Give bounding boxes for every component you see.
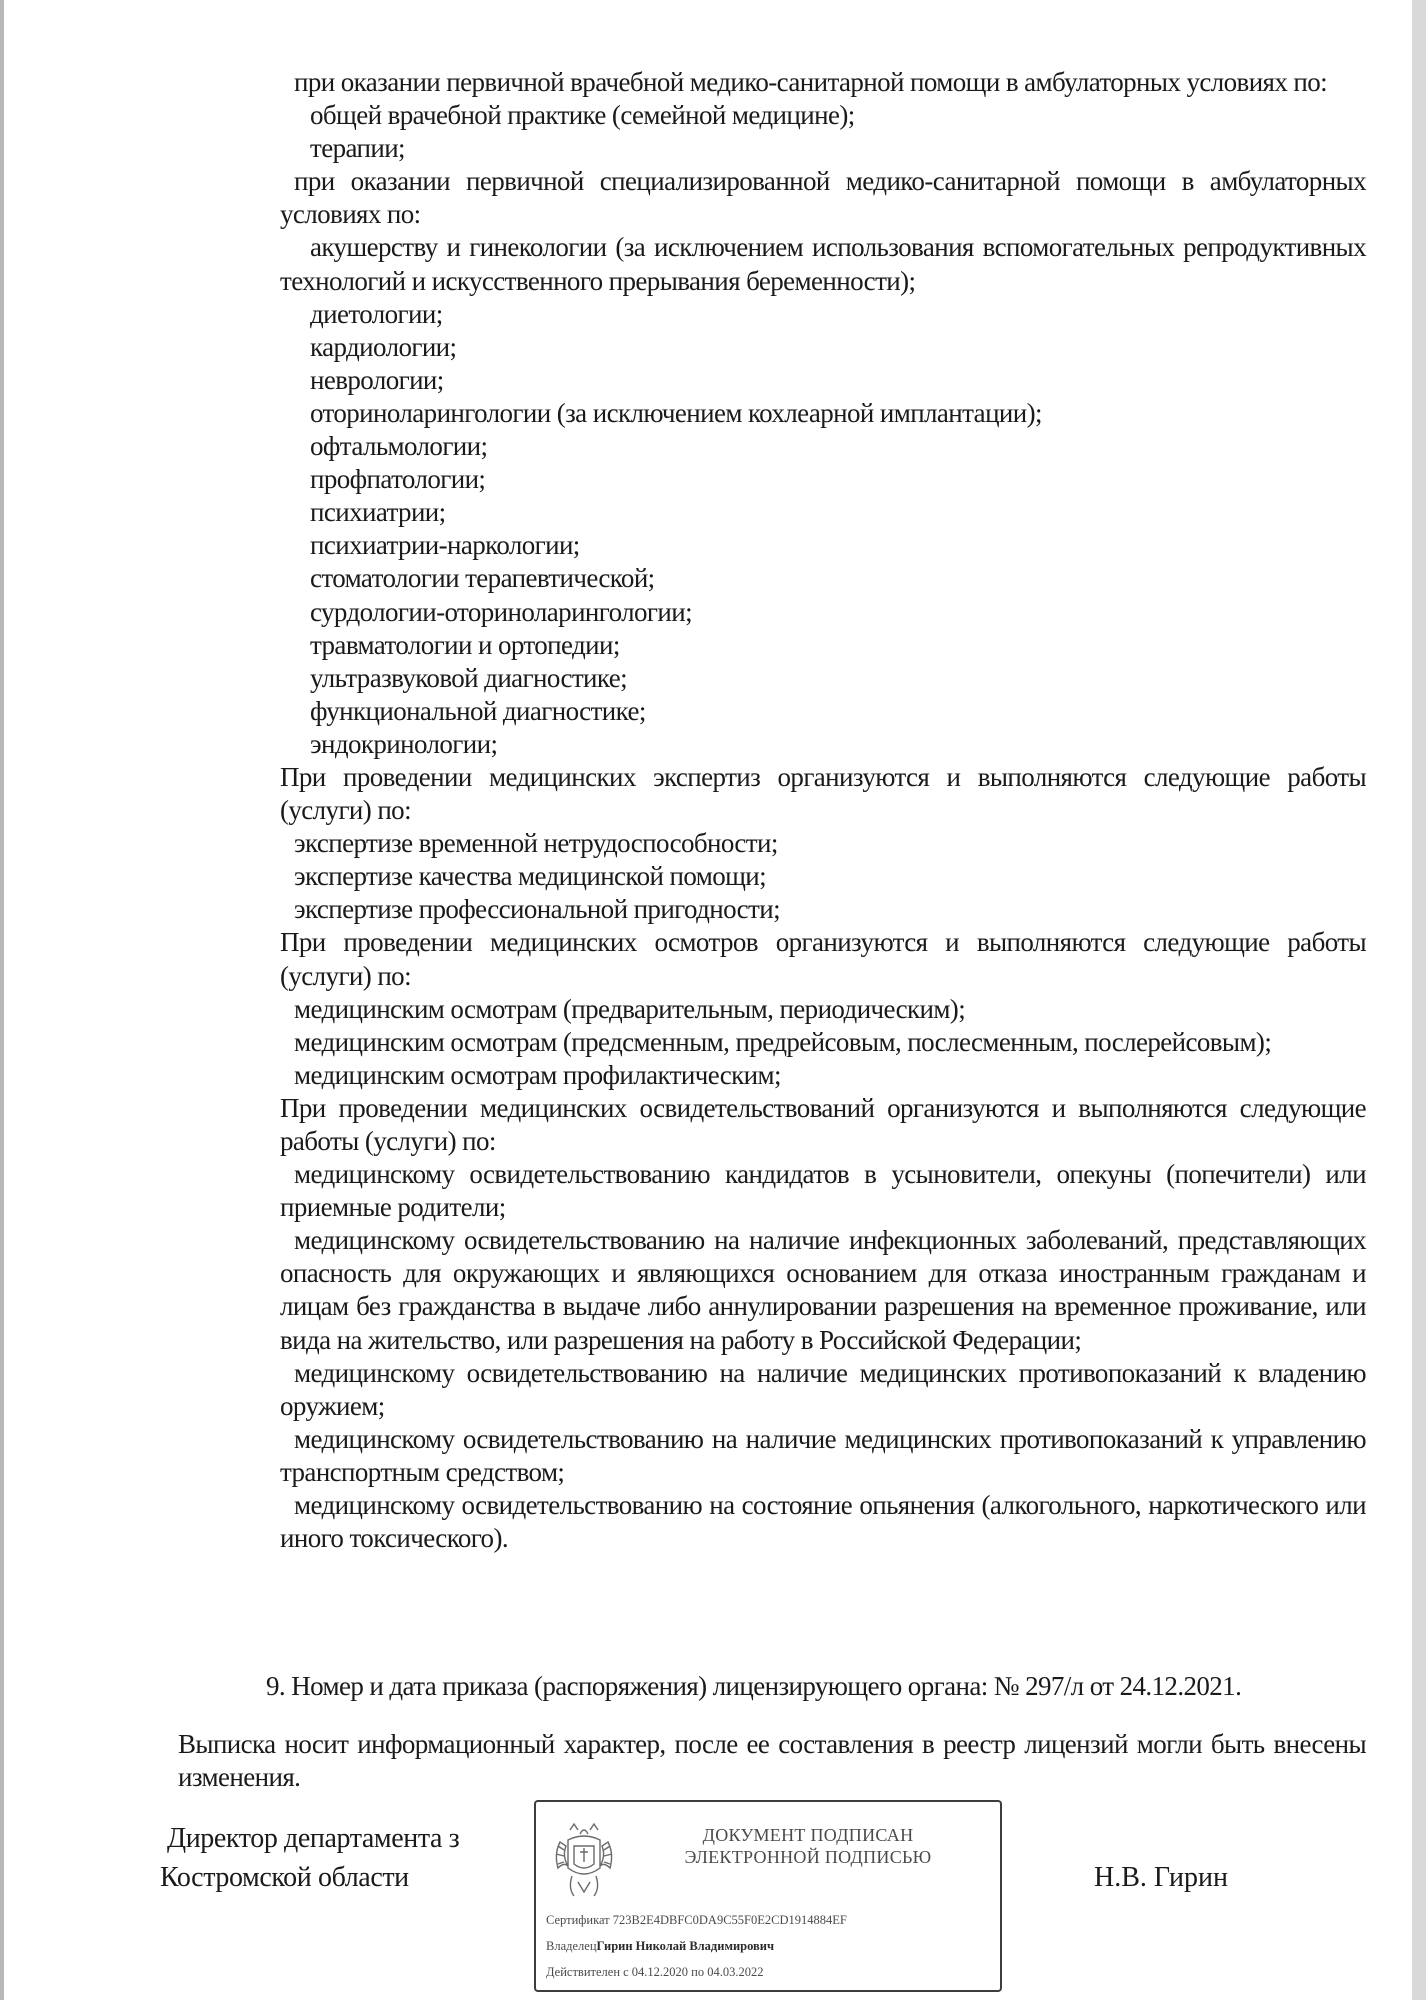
list-item: общей врачебной практике (семейной медицине); — [310, 100, 855, 131]
stamp-owner-name: Гирин Николай Владимирович — [596, 1939, 775, 1953]
stamp-owner-label: Владелец — [546, 1939, 597, 1953]
list-item: медицинским осмотрам профилактическим; — [294, 1059, 781, 1090]
list-item: офтальмологии; — [310, 431, 488, 462]
list-item: акушерству и гинекологии (за исключением использования вспомогательных репродуктивных технологий и искусственного прерывания беременности); — [280, 232, 1366, 296]
list-item: сурдологии-оториноларингологии; — [310, 596, 692, 627]
list-item: психиатрии-наркологии; — [310, 530, 580, 561]
informational-note: Выписка носит информационный характер, после ее составления в реестр лицензий могли быть внесены изменения. — [178, 1729, 1366, 1792]
list-item: оториноларингологии (за исключением кохлеарной имплантации); — [310, 397, 1042, 428]
list-item: терапии; — [310, 133, 405, 164]
list-item: неврологии; — [310, 364, 444, 395]
stamp-owner — [546, 1938, 996, 1954]
list-item: экспертизе временной нетрудоспособности; — [294, 828, 778, 859]
list-item: стоматологии терапевтической; — [310, 563, 655, 594]
list-item: медицинским осмотрам (предсменным, предрейсовым, послесменным, послерейсовым); — [294, 1026, 1272, 1057]
list-item: медицинским осмотрам (предварительным, периодическим); — [294, 993, 966, 1024]
list-item: При проведении медицинских осмотров организуются и выполняются следующие работы (услуги) по: — [280, 927, 1366, 991]
list-item: диетологии; — [310, 298, 443, 329]
list-item: функциональной диагностике; — [310, 695, 646, 726]
signer-title-line2: Костромской области — [160, 1862, 409, 1893]
signer-name: Н.В. Гирин — [1094, 1862, 1228, 1893]
list-item: медицинскому освидетельствованию кандидатов в усыновители, опекуны (попечители) или приемные родители; — [280, 1159, 1366, 1223]
list-item: травматологии и ортопедии; — [310, 629, 620, 660]
list-item: экспертизе профессиональной пригодности; — [294, 894, 780, 925]
list-item: ультразвуковой диагностике; — [310, 662, 628, 693]
electronic-signature-stamp — [534, 1800, 1002, 1992]
stamp-heading-line1: ДОКУМЕНТ ПОДПИСАН — [702, 1825, 914, 1845]
stamp-validity: Действителен с 04.12.2020 по 04.03.2022 — [546, 1965, 764, 1979]
license-activities-list — [280, 66, 1366, 1555]
list-item: кардиологии; — [310, 331, 457, 362]
list-item: профпатологии; — [310, 464, 486, 495]
list-item: При проведении медицинских экспертиз организуются и выполняются следующие работы (услуги) по: — [280, 761, 1366, 826]
list-item: медицинскому освидетельствованию на наличие медицинских противопоказаний к владению оружием; — [280, 1357, 1366, 1421]
list-item: медицинскому освидетельствованию на наличие инфекционных заболеваний, представляющих опасность для окружающих и являющихся основанием для отказа иностранным гражданам и лицам без гражданства в выдаче либо аннулировании разрешения на временное проживание, или вида на жительство, или разрешения на работу в Российской Федерации; — [280, 1225, 1366, 1355]
stamp-heading-line2: ЭЛЕКТРОННОЙ ПОДПИСЬЮ — [684, 1847, 932, 1867]
list-item: медицинскому освидетельствованию на наличие медицинских противопоказаний к управлению транспортным средством; — [280, 1423, 1366, 1487]
list-item: медицинскому освидетельствованию на состояние опьянения (алкогольного, наркотического или иного токсического). — [280, 1490, 1366, 1554]
list-item: эндокринологии; — [310, 728, 498, 759]
order-number-item: 9. Номер и дата приказа (распоряжения) лицензирующего органа: № 297/л от 24.12.2021. — [266, 1671, 1242, 1701]
stamp-heading — [640, 1824, 976, 1868]
list-item: при оказании первичной врачебной медико-санитарной помощи в амбулаторных условиях по: — [294, 67, 1328, 97]
list-item: При проведении медицинских освидетельствований организуются и выполняются следующие работы (услуги) по: — [280, 1092, 1366, 1156]
list-item: при оказании первичной специализированной медико-санитарной помощи в амбулаторных условиях по: — [280, 166, 1366, 230]
list-item: психиатрии; — [310, 497, 446, 528]
list-item: экспертизе качества медицинской помощи; — [294, 861, 767, 892]
stamp-certificate: Сертификат 723B2E4DBFC0DA9C55F0E2CD1914884EF — [546, 1913, 847, 1927]
coat-of-arms-icon — [550, 1820, 618, 1904]
signer-title-line1: Директор департамента з — [167, 1823, 460, 1854]
